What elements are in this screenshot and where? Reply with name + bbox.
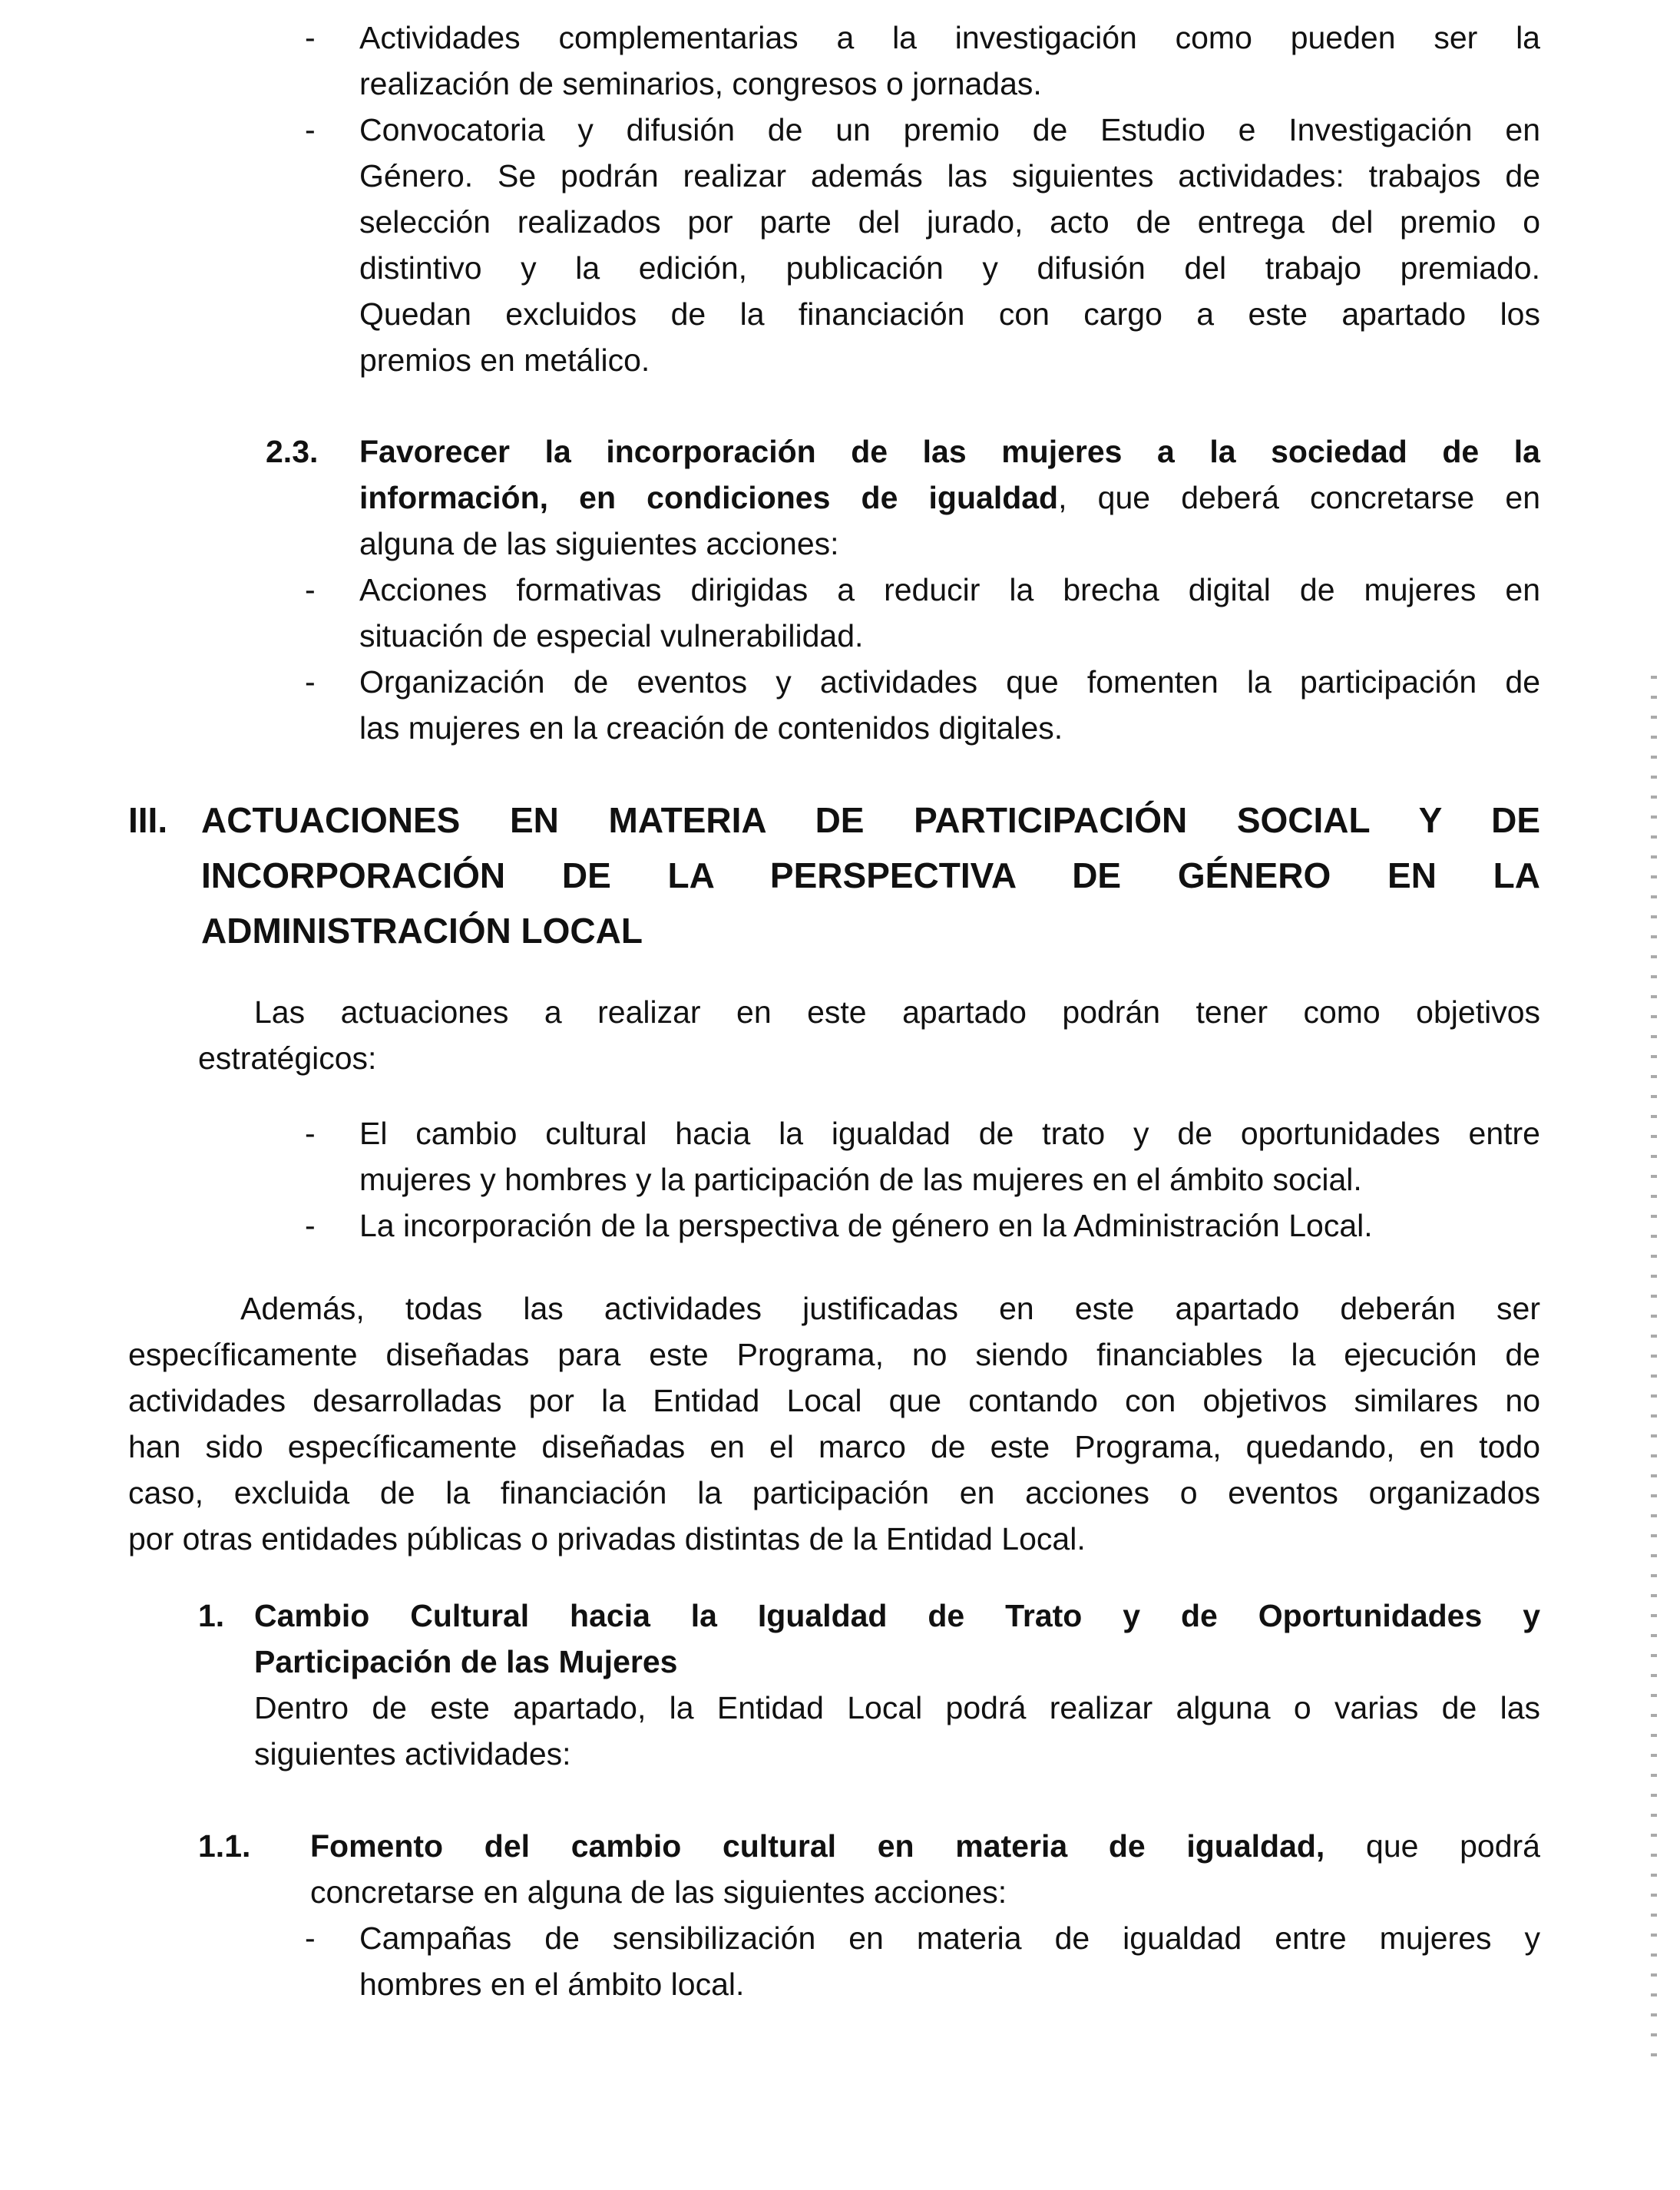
paragraph-line: Las actuaciones a realizar en este apartado podrán tener como objetivos — [254, 994, 1540, 1030]
list-item-line: Quedan excluidos de la financiación con cargo a este apartado los — [359, 296, 1540, 332]
list-item-line: mujeres y hombres y la participación de las mujeres en el ámbito social. — [359, 1162, 1362, 1197]
numbered-item-line — [310, 1823, 1540, 1869]
list-item-line: premios en metálico. — [359, 342, 650, 378]
bold-text: Fomento del cambio cultural en materia de igualdad, — [310, 1828, 1325, 1864]
margin-verification-text — [1651, 676, 1657, 2058]
section-number: III. — [128, 800, 168, 840]
bold-text: información, en condiciones de igualdad — [359, 480, 1059, 515]
section-heading-line: INCORPORACIÓN DE LA PERSPECTIVA DE GÉNERO EN LA — [201, 855, 1540, 895]
list-item-line: Convocatoria y difusión de un premio de Estudio e Investigación en — [359, 112, 1540, 147]
list-item-line: Actividades complementarias a la investigación como pueden ser la — [359, 20, 1540, 55]
numbered-item-line — [254, 1639, 1540, 1685]
text-segment: concretarse en alguna de las siguientes acciones: — [310, 1874, 1007, 1910]
list-item-line: La incorporación de la perspectiva de género en la Administración Local. — [359, 1208, 1373, 1243]
list-item-line: Campañas de sensibilización en materia de igualdad entre mujeres y — [359, 1920, 1540, 1956]
list-item-line: situación de especial vulnerabilidad. — [359, 618, 864, 653]
bullet-dash: - — [305, 20, 316, 55]
text-segment: Dentro de este apartado, la Entidad Local podrá realizar alguna o varias de las — [254, 1690, 1540, 1725]
item-number: 1. — [198, 1598, 225, 1633]
bullet-dash: - — [305, 1116, 316, 1151]
list-item-line: El cambio cultural hacia la igualdad de trato y de oportunidades entre — [359, 1116, 1540, 1151]
numbered-item-line — [254, 1731, 1540, 1777]
list-item-line: Género. Se podrán realizar además las siguientes actividades: trabajos de — [359, 158, 1540, 194]
text-segment: alguna de las siguientes acciones: — [359, 526, 839, 561]
text-segment: , que deberá concretarse en — [1058, 480, 1540, 515]
numbered-item-line — [254, 1593, 1540, 1639]
paragraph-line: han sido específicamente diseñadas en el marco de este Programa, quedando, en todo — [128, 1429, 1540, 1464]
numbered-item-line — [359, 428, 1540, 475]
list-item-line: selección realizados por parte del jurado, acto de entrega del premio o — [359, 204, 1540, 240]
section-heading-line: ADMINISTRACIÓN LOCAL — [201, 911, 643, 951]
paragraph-line: caso, excluida de la financiación la participación en acciones o eventos organizados — [128, 1475, 1540, 1510]
bullet-dash: - — [305, 112, 316, 147]
numbered-item-line — [310, 1869, 1540, 1915]
bullet-dash: - — [305, 572, 316, 607]
paragraph-line: específicamente diseñadas para este Programa, no siendo financiables la ejecución de — [128, 1337, 1540, 1372]
text-segment: que podrá — [1324, 1828, 1540, 1864]
list-item-line: Acciones formativas dirigidas a reducir la brecha digital de mujeres en — [359, 572, 1540, 607]
bullet-dash: - — [305, 1208, 316, 1243]
item-number: 2.3. — [266, 434, 319, 469]
paragraph-line: estratégicos: — [198, 1040, 377, 1076]
bold-text: Cambio Cultural hacia la Igualdad de Trato y de Oportunidades y — [254, 1598, 1540, 1633]
text-segment: siguientes actividades: — [254, 1736, 571, 1772]
numbered-item-line — [254, 1685, 1540, 1731]
numbered-item-line — [359, 521, 1540, 567]
numbered-item-line — [359, 475, 1540, 521]
bullet-dash: - — [305, 664, 316, 700]
bullet-dash: - — [305, 1920, 316, 1956]
bold-text: Favorecer la incorporación de las mujeres a la sociedad de la — [359, 434, 1540, 469]
list-item-line: hombres en el ámbito local. — [359, 1967, 745, 2002]
paragraph-line: actividades desarrolladas por la Entidad Local que contando con objetivos similares no — [128, 1383, 1540, 1418]
list-item-line: realización de seminarios, congresos o jornadas. — [359, 66, 1042, 101]
paragraph-line: por otras entidades públicas o privadas distintas de la Entidad Local. — [128, 1521, 1086, 1556]
list-item-line: Organización de eventos y actividades que fomenten la participación de — [359, 664, 1540, 700]
paragraph-line: Además, todas las actividades justificadas en este apartado deberán ser — [240, 1291, 1540, 1326]
bold-text: Participación de las Mujeres — [254, 1644, 678, 1679]
list-item-line: las mujeres en la creación de contenidos digitales. — [359, 710, 1063, 746]
list-item-line: distintivo y la edición, publicación y difusión del trabajo premiado. — [359, 250, 1540, 286]
section-heading-line: ACTUACIONES EN MATERIA DE PARTICIPACIÓN SOCIAL Y DE — [201, 800, 1540, 840]
item-number: 1.1. — [198, 1828, 251, 1864]
